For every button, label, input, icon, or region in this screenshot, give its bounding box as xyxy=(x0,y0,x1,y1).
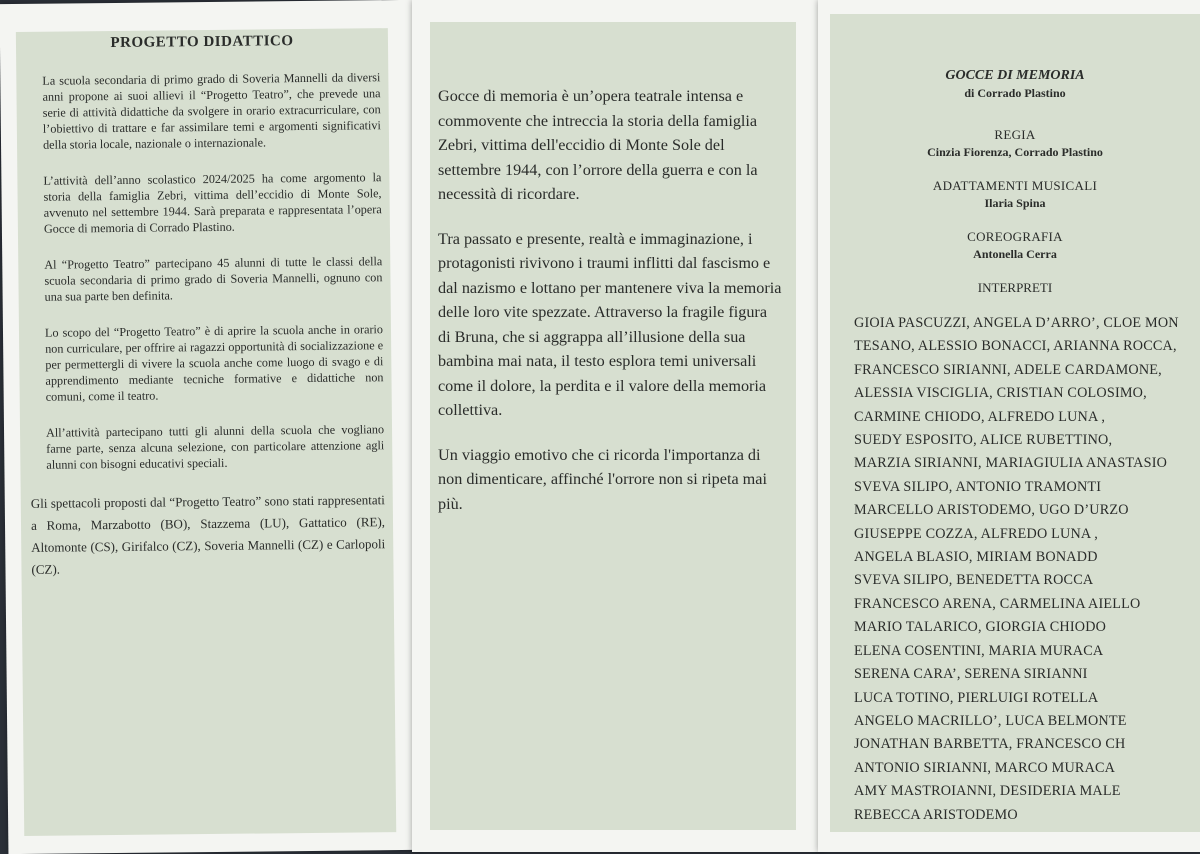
left-leaflet-panel xyxy=(0,0,422,854)
synopsis-panel xyxy=(430,22,796,830)
middle-leaflet-panel xyxy=(412,0,824,852)
cast-list xyxy=(830,312,1200,827)
cast-line: ANGELO MACRILLO’, LUCA BELMONTE xyxy=(854,712,1127,729)
cast-line: TESANO, ALESSIO BONACCI, ARIANNA ROCCA, xyxy=(854,338,1177,355)
cast-line: ANGELA BLASIO, MIRIAM BONADD xyxy=(854,549,1098,566)
cast-line: AMY MASTROIANNI, DESIDERIA MALE xyxy=(854,783,1121,800)
credit-role-music: ADATTAMENTI MUSICALI xyxy=(932,178,1098,193)
cast-line: MARIO TALARICO, GIORGIA CHIODO xyxy=(854,619,1107,636)
project-paragraph-5: All’attività partecipano tutti gli alunni della scuola che vogliano farne parte, senza alcuna selezione, con particolare attenzione agli alunni con bisogni educativi speciali. xyxy=(45,422,385,472)
right-leaflet-panel xyxy=(818,0,1200,852)
project-column xyxy=(16,32,394,581)
credit-names-direction: Cinzia Fiorenza, Corrado Plastino xyxy=(927,145,1103,159)
cast-line: ELENA COSENTINI, MARIA MURACA xyxy=(854,642,1104,659)
play-author: di Corrado Plastino xyxy=(964,86,1066,100)
cast-line: LUCA TOTINO, PIERLUIGI ROTELLA xyxy=(854,689,1099,706)
credits-column xyxy=(830,14,1200,827)
cast-line: REBECCA ARISTODEMO xyxy=(854,806,1018,823)
cast-line: SVEVA SILIPO, ANTONIO TRAMONTI xyxy=(854,478,1102,495)
synopsis-paragraph-3: Un viaggio emotivo che ci ricorda l'importanza di non dimenticare, affinché l'orrore non si ripeta mai più. xyxy=(438,445,767,513)
credit-names-music: Ilaria Spina xyxy=(984,196,1046,210)
project-panel xyxy=(16,28,396,836)
cast-line: JONATHAN BARBETTA, FRANCESCO CH xyxy=(854,736,1126,753)
project-paragraph-2: L’attività dell’anno scolastico 2024/2025 ha come argomento la storia della famiglia Zebri, vittima dell’eccidio di Monte Sole, avvenuto nel settembre 1944. Sarà preparata e rappresentata l’opera Gocce di memoria di Corrado Plastino. xyxy=(43,170,382,236)
project-paragraph-3: Al “Progetto Teatro” partecipano 45 alunni di tutte le classi della scuola secondaria di primo grado di Soveria Mannelli, ognuno con una sua parte ben definita. xyxy=(44,254,383,304)
cast-line: GIUSEPPE COZZA, ALFREDO LUNA , xyxy=(854,525,1099,542)
credit-role-choreography: COREOGRAFIA xyxy=(967,229,1063,244)
interpreters-heading: INTERPRETI xyxy=(977,280,1053,295)
cast-line: MARZIA SIRIANNI, MARIAGIULIA ANASTASIO xyxy=(854,455,1168,472)
cast-line: FRANCESCO ARENA, CARMELINA AIELLO xyxy=(854,595,1141,612)
synopsis-paragraph-1: Gocce di memoria è un’opera teatrale intensa e commovente che intreccia la storia della famiglia Zebri, vittima dell'eccidio di Monte Sole del settembre 1944, con l’orrore della guerra e con la necessità di ricordare. xyxy=(438,87,758,203)
cast-line: ANTONIO SIRIANNI, MARCO MURACA xyxy=(854,759,1116,776)
project-paragraph-4: Lo scopo del “Progetto Teatro” è di aprire la scuola anche in orario non curriculare, per offrire ai ragazzi opportunità di socializzazione e per permettergli di vivere la scuola anche come luogo di svago e di apprendimento mediante tecniche formative e didattiche non comuni, come il teatro. xyxy=(44,322,384,404)
cast-line: SERENA CARA’, SERENA SIRIANNI xyxy=(854,666,1088,683)
cast-line: SVEVA SILIPO, BENEDETTA ROCCA xyxy=(854,572,1094,589)
cast-line: GIOIA PASCUZZI, ANGELA D’ARRO’, CLOE MON xyxy=(854,315,1179,331)
cast-line: SUEDY ESPOSITO, ALICE RUBETTINO, xyxy=(854,432,1113,449)
cast-line: MARCELLO ARISTODEMO, UGO D’URZO xyxy=(854,502,1129,519)
project-title: PROGETTO DIDATTICO xyxy=(110,33,294,52)
credit-role-direction: REGIA xyxy=(994,127,1036,142)
project-paragraph-6: Gli spettacoli proposti dal “Progetto Teatro” sono stati rappresentati a Roma, Marzabotto (BO), Stazzema (LU), Gattatico (RE), Altomonte (CS), Girifalco (CZ), Soveria Mannelli (CZ) e Carlopoli (CZ). xyxy=(30,492,386,577)
credits-panel xyxy=(830,14,1200,832)
synopsis-paragraph-2: Tra passato e presente, realtà e immaginazione, i protagonisti rivivono i traumi inflitti dal fascismo e dal nazismo e lottano per mantenere viva la memoria delle loro vite spezzate. Attraverso la fragile figura di Bruna, che si aggrappa all’illusione della sua bambina mai nata, il testo esplora temi universali come il dolore, la perdita e il valore della memoria collettiva. xyxy=(438,229,782,419)
credit-names-choreography: Antonella Cerra xyxy=(973,247,1057,261)
synopsis-column xyxy=(430,22,796,516)
play-title: GOCCE DI MEMORIA xyxy=(945,68,1085,83)
cast-line: FRANCESCO SIRIANNI, ADELE CARDAMONE, xyxy=(854,361,1162,378)
cast-line: CARMINE CHIODO, ALFREDO LUNA , xyxy=(854,408,1106,425)
cast-line: ALESSIA VISCIGLIA, CRISTIAN COLOSIMO, xyxy=(854,385,1147,402)
project-paragraph-1: La scuola secondaria di primo grado di Soveria Mannelli da diversi anni propone ai suoi allievi il “Progetto Teatro”, che prevede una serie di attività didattiche da svolgere in orario extracurriculare, con l’obiettivo di trattare e far assimilare temi e argomenti significativi della storia locale, nazionale o internazionale. xyxy=(42,70,381,152)
